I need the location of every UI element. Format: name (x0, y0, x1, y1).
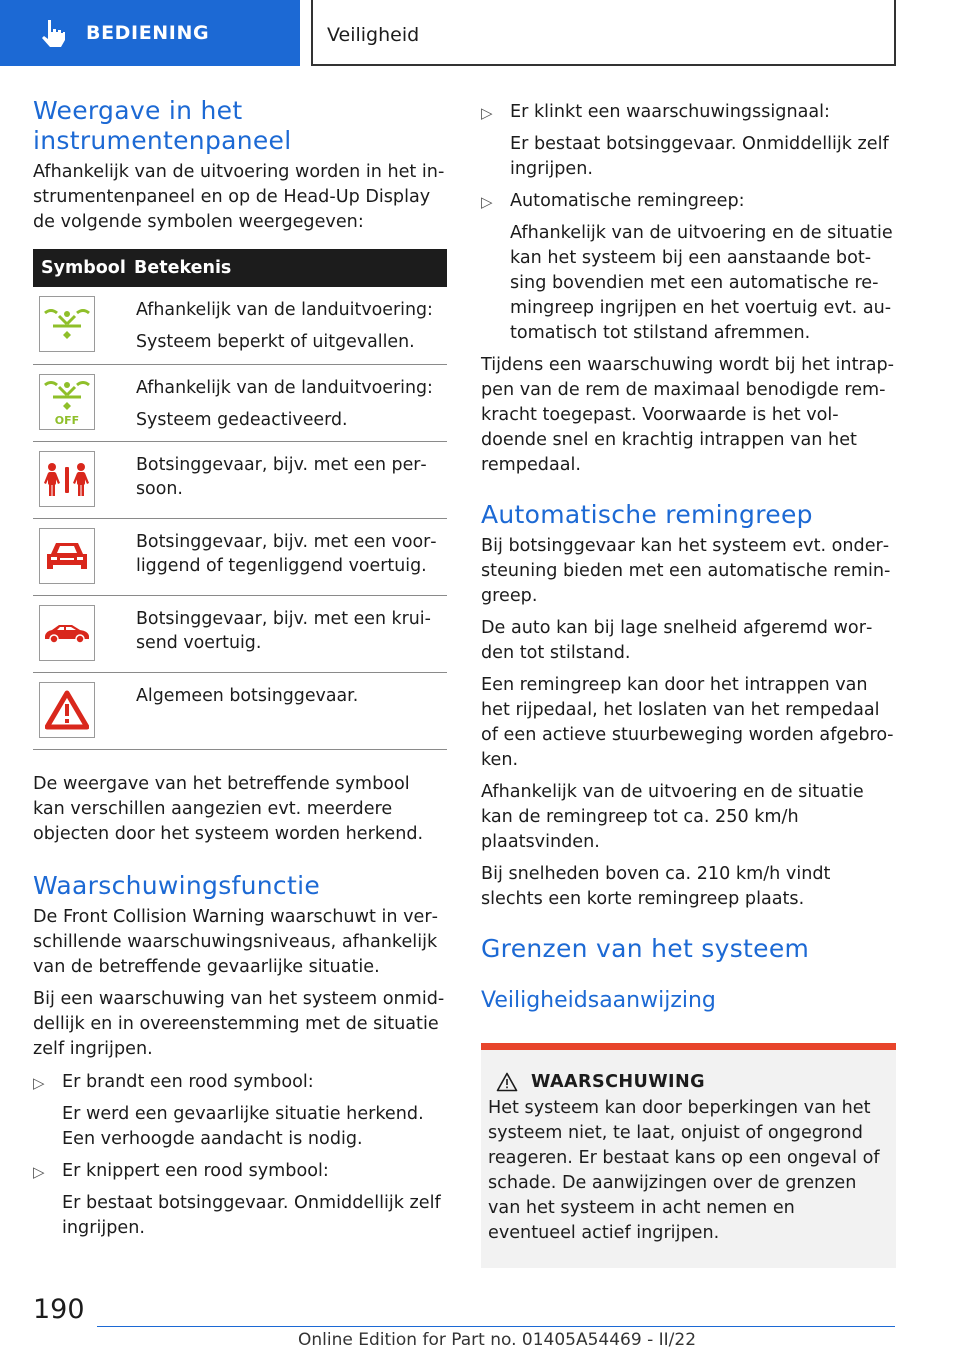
footer-divider (97, 1326, 895, 1327)
list-item-title: Er klinkt een waarschuwingssignaal: (510, 102, 830, 122)
row-text-primary: Botsinggevaar, bijv. met een persoon. (136, 454, 427, 499)
row-text-secondary: Systeem beperkt of uitgevallen. (136, 332, 415, 352)
warning-box-body: Het systeem kan door beperkingen van het systeem niet, te laat, onjuist of ongegrond reageren. Er bestaat kans op een ongeval of schade. De aanwijzingen over de grenzen van het systeem in acht nemen en eventueel actief ingrijpen. (488, 1098, 880, 1243)
display-intro: Afhankelijk van de uitvoering worden in het instrumentenpaneel en op de Head-Up Display de volgende symbolen weergegeven: (33, 162, 445, 232)
pedestrian-warning-icon (42, 459, 92, 499)
heading-display: Weergave in het instrumentenpaneel (33, 96, 292, 155)
bullet-triangle-icon: ▷ (33, 1073, 45, 1092)
crossing-vehicle-warning-icon (42, 618, 92, 648)
warning-function-p1: De Front Collision Warning waarschuwt in verschillende waarschuwingsniveaus, afhankelijk van de betreffende gevaarlijke situatie. (33, 906, 438, 977)
table-header-symbol: Symbool (33, 249, 134, 287)
table-row (33, 672, 447, 749)
table-header-row (33, 249, 447, 287)
table-header-meaning: Betekenis (134, 249, 447, 287)
list-item (33, 1159, 447, 1241)
table-row (33, 287, 447, 364)
right-column (481, 100, 896, 1268)
warning-box (481, 1043, 896, 1268)
bullet-triangle-icon: ▷ (481, 104, 493, 122)
braking-force-note: Tijdens een waarschuwing wordt bij het intrappen van de rem de maximaal benodigde remkracht toegepast. Voorwaarde is het voldoende snel en krachtig intrappen van het rempedaal. (481, 355, 895, 475)
left-column (33, 96, 447, 1241)
symbol-table (33, 249, 447, 750)
row-text-primary: Afhankelijk van de landuitvoering: (136, 377, 433, 398)
chapter-tab[interactable] (0, 0, 300, 66)
list-item-title: Automatische remingreep: (510, 191, 745, 211)
table-row (33, 595, 447, 672)
list-item (481, 189, 896, 346)
bullet-triangle-icon: ▷ (33, 1162, 45, 1181)
general-warning-triangle-icon (45, 690, 89, 730)
list-item (33, 1070, 447, 1152)
hand-pointer-icon (36, 16, 70, 50)
heading-safety-notice: Veiligheidsaanwijzing (481, 988, 716, 1013)
page-number: 190 (33, 1294, 85, 1325)
list-item-body: Er bestaat botsinggevaar. Onmiddellijk zelf ingrijpen. (62, 1192, 441, 1238)
table-row (33, 364, 447, 441)
row-text-primary: Afhankelijk van de landuitvoering: (136, 300, 433, 320)
vehicle-front-warning-icon (42, 536, 92, 576)
row-text-primary: Botsinggevaar, bijv. met een kruisend voertuig. (136, 608, 431, 653)
heading-auto-braking: Automatische remingreep (481, 500, 813, 529)
list-item-title: Er knippert een rood symbool: (62, 1160, 329, 1181)
auto-braking-p3: Een remingreep kan door het intrappen van het rijpedaal, het loslaten van het rempedaal of een actieve stuurbeweging worden afgebroken. (481, 675, 894, 770)
list-item-body: Er werd een gevaarlijke situatie herkend. Een verhoogde aandacht is nodig. (62, 1103, 424, 1149)
auto-braking-p1: Bij botsinggevaar kan het systeem evt. ondersteuning bieden met een automatische remingreep. (481, 536, 891, 606)
warning-levels-list-continued (481, 100, 896, 346)
off-badge: OFF (54, 413, 80, 427)
warning-function-p2: Bij een waarschuwing van het systeem onmiddellijk en in overeenstemming met de situatie zelf ingrijpen. (33, 988, 445, 1059)
list-item-title: Er brandt een rood symbool: (62, 1071, 314, 1092)
row-text-secondary: Systeem gedeactiveerd. (136, 409, 348, 430)
footer-edition: Online Edition for Part no. 01405A54469 - II/22 (298, 1330, 697, 1350)
list-item-body: Er bestaat botsinggevaar. Onmiddellijk zelf ingrijpen. (510, 134, 889, 179)
table-row (33, 518, 447, 595)
row-text-primary: Botsinggevaar, bijv. met een voorliggend of tegenliggend voertuig. (136, 531, 437, 576)
list-item-body: Afhankelijk van de uitvoering en de situatie kan het systeem bij een aanstaande botsing bovendien met een automatische remingreep ingrijpen en het voertuig evt. automatisch tot stilstand afremmen. (510, 223, 893, 343)
list-item (481, 100, 896, 182)
collision-warning-off-icon (41, 377, 93, 427)
section-label: Veiligheid (327, 24, 420, 46)
auto-braking-p4: Afhankelijk van de uitvoering en de situatie kan de remingreep tot ca. 250 km/h plaatsvinden. (481, 782, 864, 852)
bullet-triangle-icon: ▷ (481, 193, 493, 211)
section-tab (311, 0, 896, 66)
warning-triangle-icon (496, 1072, 518, 1092)
auto-braking-p2: De auto kan bij lage snelheid afgeremd worden tot stilstand. (481, 618, 873, 663)
after-table-note: De weergave van het betreffende symbool kan verschillen aangezien evt. meerdere objecten door het systeem worden herkend. (33, 773, 424, 844)
row-text-primary: Algemeen botsinggevaar. (136, 685, 359, 706)
chapter-label: BEDIENING (86, 22, 210, 44)
heading-system-limits: Grenzen van het systeem (481, 934, 810, 963)
warning-levels-list (33, 1070, 447, 1241)
collision-warning-limited-icon (41, 304, 93, 344)
heading-warning-function: Waarschuwingsfunctie (33, 870, 320, 900)
auto-braking-p5: Bij snelheden boven ca. 210 km/h vindt slechts een korte remingreep plaats. (481, 864, 831, 909)
warning-box-title: WAARSCHUWING (531, 1072, 705, 1092)
warning-box-header (488, 1072, 888, 1092)
table-row (33, 441, 447, 518)
